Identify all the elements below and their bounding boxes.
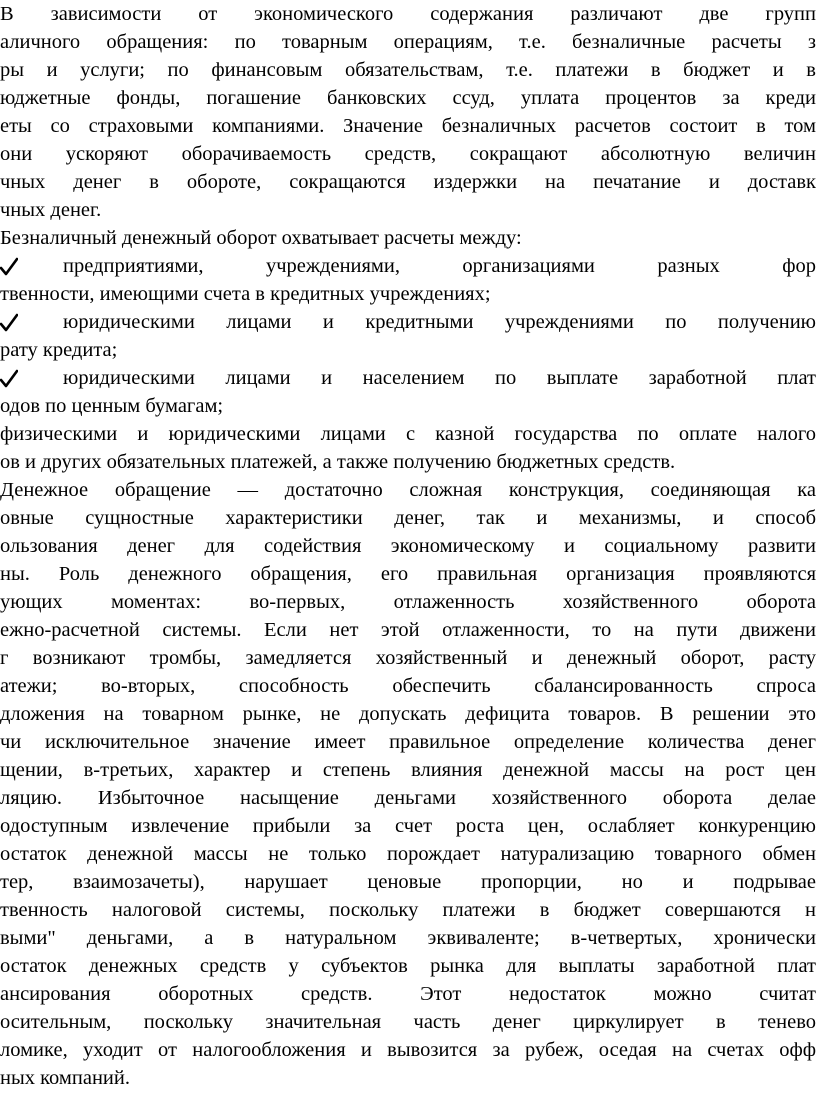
list-item-text: юридическими лицами и кредитными учреждениями по получению: [63, 311, 816, 333]
text-line: юджетные фонды, погашение банковских ссуд, уплата процентов за креди: [0, 87, 816, 109]
list-item-continuation: твенности, имеющими счета в кредитных учреждениях;: [0, 283, 491, 305]
text-line: В зависимости от экономического содержания различают две групп: [0, 3, 816, 25]
text-line: физическими и юридическими лицами с казной государства по оплате налого: [0, 423, 816, 445]
text-line: овные сущностные характеристики денег, так и механизмы, и способ: [0, 507, 816, 529]
list-item: [0, 364, 816, 392]
text-line: ользования денег для содействия экономическому и социальному развити: [0, 535, 816, 557]
list-item: [0, 252, 816, 280]
text-line: атежи; во-вторых, способность обеспечить сбалансированность спроса: [0, 675, 816, 697]
text-line: тер, взаимозачеты), нарушает ценовые пропорции, но и подрывае: [0, 871, 816, 893]
text-line: чи исключительное значение имеет правильное определение количества денег: [0, 731, 816, 753]
text-line: выми" деньгами, а в натуральном эквиваленте; в-четвертых, хронически: [0, 927, 816, 949]
text-line: ных компаний.: [0, 1067, 130, 1089]
text-line: остаток денежных средств у субъектов рынка для выплаты заработной плат: [0, 955, 816, 977]
list-item-text: предприятиями, учреждениями, организациями разных фор: [63, 255, 816, 277]
text-line: ны. Роль денежного обращения, его правильная организация проявляются: [0, 563, 816, 585]
checkmark-icon: [0, 364, 18, 392]
list-item: [0, 308, 816, 336]
text-line: еты со страховыми компаниями. Значение безналичных расчетов состоит в том: [0, 115, 816, 137]
text-line: ры и услуги; по финансовым обязательствам, т.е. платежи в бюджет и в: [0, 59, 816, 81]
list-intro: Безналичный денежный оборот охватывает расчеты между:: [0, 227, 522, 249]
list-item-continuation: одов по ценным бумагам;: [0, 395, 224, 417]
list-item-text: юридическими лицами и населением по выплате заработной плат: [63, 367, 816, 389]
text-line: дложения на товарном рынке, не допускать дефицита товаров. В решении это: [0, 703, 816, 725]
text-line: они ускоряют оборачиваемость средств, сокращают абсолютную величин: [0, 143, 816, 165]
text-line: ов и других обязательных платежей, а также получению бюджетных средств.: [0, 451, 676, 473]
text-line: осительным, поскольку значительная часть денег циркулирует в тенево: [0, 1011, 816, 1033]
text-line: ежно-расчетной системы. Если нет этой отлаженности, то на пути движени: [0, 619, 816, 641]
text-line: г возникают тромбы, замедляется хозяйственный и денежный оборот, расту: [0, 647, 816, 669]
text-line: остаток денежной массы не только порождает натурализацию товарного обмен: [0, 843, 816, 865]
text-line: ляцию. Избыточное насыщение деньгами хозяйственного оборота делае: [0, 787, 816, 809]
checkmark-icon: [0, 252, 18, 280]
text-line: одоступным извлечение прибыли за счет роста цен, ослабляет конкуренцию: [0, 815, 816, 837]
text-line: Денежное обращение — достаточно сложная конструкция, соединяющая ка: [0, 479, 816, 501]
text-line: щении, в-третьих, характер и степень влияния денежной массы на рост цен: [0, 759, 816, 781]
checkmark-icon: [0, 308, 18, 336]
text-line: чных денег.: [0, 199, 102, 221]
text-line: твенность налоговой системы, поскольку платежи в бюджет совершаются н: [0, 899, 816, 921]
text-line: аличного обращения: по товарным операциям, т.е. безналичные расчеты з: [0, 31, 816, 53]
text-line: ансирования оборотных средств. Этот недостаток можно считат: [0, 983, 816, 1005]
text-line: чных денег в обороте, сокращаются издержки на печатание и доставк: [0, 171, 816, 193]
text-line: ующих моментах: во-первых, отлаженность хозяйственного оборота: [0, 591, 816, 613]
text-line: ломике, уходит от налогообложения и вывозится за рубеж, оседая на счетах офф: [0, 1039, 816, 1061]
list-item-continuation: рату кредита;: [0, 339, 118, 361]
